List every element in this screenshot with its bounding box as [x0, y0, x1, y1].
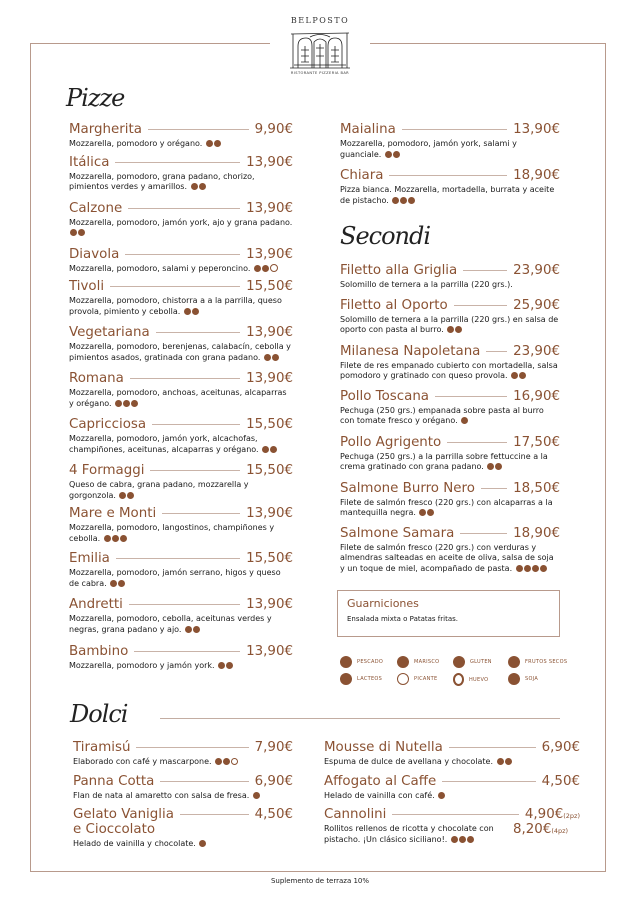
- gluten-allergen-icon: [455, 326, 462, 333]
- lacteos-allergen-icon: [253, 792, 260, 799]
- menu-item: [340, 389, 560, 427]
- item-description: Solomillo de ternera a la parrilla (220 grs.) en salsa de oporto con pasta al burro.: [340, 314, 559, 334]
- item-price: 15,50€: [246, 279, 293, 294]
- menu-item: [73, 774, 293, 802]
- menu-item: [340, 122, 560, 160]
- gluten-allergen-icon: [400, 197, 407, 204]
- frutos-secos-allergen-icon: [408, 197, 415, 204]
- item-description: Solomillo de ternera a la parrilla (220 grs.).: [340, 280, 513, 289]
- shellfish-icon: [397, 656, 409, 668]
- item-price: 23,90€: [513, 343, 560, 359]
- item-name: Affogato al Caffe: [324, 773, 437, 789]
- menu-item: [73, 740, 293, 768]
- legend-picante: PICANTE: [397, 673, 437, 685]
- dotted-leader: [152, 424, 240, 425]
- item-name: Diavola: [69, 246, 120, 262]
- picante-allergen-icon: [270, 264, 278, 272]
- item-price: 17,50€: [513, 434, 560, 450]
- item-price: 13,90€: [246, 325, 293, 340]
- gluten-allergen-icon: [461, 417, 468, 424]
- dotted-leader: [136, 747, 248, 748]
- item-price-4pz: 8,20€: [513, 822, 552, 837]
- lacteos-allergen-icon: [215, 758, 222, 765]
- item-description: Mozzarella, pomodoro, langostinos, champiñones y cebolla.: [69, 523, 275, 543]
- item-name: Tivoli: [69, 279, 105, 294]
- dotted-leader: [156, 332, 240, 333]
- lacteos-allergen-icon: [393, 151, 400, 158]
- item-description: Mozzarella, pomodoro, salami y peperoncino.: [69, 264, 278, 275]
- item-description: Mozzarella, pomodoro y jamón york.: [69, 661, 233, 672]
- item-name: Itálica: [69, 154, 110, 170]
- item-price: 4,90€: [524, 807, 564, 822]
- item-price: 15,50€: [246, 417, 293, 432]
- item-name: Capricciosa: [69, 417, 147, 432]
- gluten-allergen-icon: [118, 580, 125, 587]
- menu-item: [69, 644, 293, 672]
- guarniciones-title: Guarniciones: [347, 597, 419, 610]
- item-description: Mozzarella, pomodoro, jamón york, salami y guanciale.: [340, 139, 517, 159]
- gluten-allergen-icon: [519, 372, 526, 379]
- gluten-allergen-icon: [495, 463, 502, 470]
- price-note: (4pz): [551, 827, 569, 835]
- item-price: 13,90€: [246, 644, 293, 659]
- menu-item: [69, 325, 293, 363]
- dotted-leader: [486, 351, 507, 352]
- lacteos-allergen-icon: [191, 183, 198, 190]
- item-name-line2: e Cioccolato: [73, 822, 156, 837]
- item-price: 13,90€: [246, 246, 293, 262]
- frutos-secos-allergen-icon: [532, 565, 539, 572]
- lacteos-allergen-icon: [467, 836, 474, 843]
- gluten-allergen-icon: [214, 140, 221, 147]
- item-name: Pollo Agrigento: [340, 434, 442, 450]
- dotted-leader: [116, 558, 240, 559]
- item-name: Margherita: [69, 122, 142, 137]
- item-description: Queso de cabra, grana padano, mozzarella y gorgonzola.: [69, 480, 249, 500]
- item-description: Mozzarella, pomodoro, jamón york, ajo y grana padano.: [69, 218, 293, 239]
- dotted-leader: [110, 286, 240, 287]
- lacteos-allergen-icon: [218, 662, 225, 669]
- menu-item: [69, 506, 293, 544]
- pizze-right-column: [340, 122, 560, 214]
- item-description: Mozzarella, pomodoro, anchoas, aceitunas, alcaparras y orégano.: [69, 388, 287, 408]
- item-name: Tiramisú: [73, 740, 131, 755]
- menu-item: [340, 298, 560, 336]
- item-description: Mozzarella, pomodoro, chistorra a a la parrilla, queso provola, pimiento y cebolla.: [69, 296, 282, 316]
- item-price: 6,90€: [541, 740, 580, 755]
- item-price: 9,90€: [254, 122, 293, 137]
- dotted-leader: [148, 129, 249, 130]
- lacteos-allergen-icon: [262, 446, 269, 453]
- item-price: 25,90€: [513, 297, 560, 313]
- legend-huevo: HUEVO: [453, 673, 488, 686]
- section-title-secondi: Secondi: [340, 222, 431, 250]
- item-price: 4,50€: [254, 807, 293, 822]
- dotted-leader: [130, 378, 240, 379]
- menu-item: [69, 551, 293, 589]
- lacteos-allergen-icon: [119, 492, 126, 499]
- lacteos-allergen-icon: [185, 626, 192, 633]
- item-name: Salmone Samara: [340, 525, 455, 541]
- item-name: Romana: [69, 371, 124, 386]
- dolci-divider: [160, 718, 560, 719]
- egg-icon: [453, 673, 464, 686]
- dotted-leader: [454, 305, 507, 306]
- item-price: 15,50€: [246, 463, 293, 478]
- item-description: Pechuga (250 grs.) a la parrilla sobre fettuccine a la crema gratinado con grana padano.: [340, 451, 548, 471]
- item-name: Panna Cotta: [73, 773, 155, 789]
- section-title-pizze: Pizze: [66, 84, 125, 112]
- gluten-allergen-icon: [385, 151, 392, 158]
- gluten-allergen-icon: [272, 354, 279, 361]
- menu-item: [340, 263, 560, 291]
- item-name: Filetto al Oporto: [340, 297, 448, 313]
- dotted-leader: [150, 470, 240, 471]
- item-description: Filete de res empanado cubierto con mortadella, salsa pomodoro y gratinado con queso provola.: [340, 360, 558, 380]
- item-description: Pizza bianca. Mozzarella, mortadella, burrata y aceite de pistacho.: [340, 185, 555, 205]
- guarniciones-text: Ensalada mixta o Patatas fritas.: [347, 615, 458, 623]
- lacteos-allergen-icon: [516, 565, 523, 572]
- item-name: Emilia: [69, 551, 110, 566]
- item-name: Mare e Monti: [69, 506, 157, 521]
- item-name: Calzone: [69, 200, 123, 216]
- item-name: Maialina: [340, 122, 396, 137]
- item-price: 7,90€: [254, 740, 293, 755]
- lacteos-allergen-icon: [392, 197, 399, 204]
- dotted-leader: [463, 270, 507, 271]
- lacteos-allergen-icon: [254, 265, 261, 272]
- pescado-allergen-icon: [427, 509, 434, 516]
- item-name: Pollo Toscana: [340, 388, 430, 404]
- item-price: 18,90€: [513, 525, 560, 541]
- menu-item: [69, 122, 293, 150]
- item-name: Salmone Burro Nero: [340, 480, 475, 496]
- item-description: Elaborado con café y mascarpone.: [73, 757, 238, 768]
- menu-item: [69, 201, 293, 239]
- item-description: Flan de nata al amaretto con salsa de fresa.: [73, 791, 260, 802]
- item-price: 23,90€: [513, 263, 560, 278]
- brand-name: BELPOSTO: [290, 16, 350, 25]
- pescado-allergen-icon: [524, 565, 531, 572]
- item-name: Cannolini: [324, 807, 387, 822]
- item-name: 4 Formaggi: [69, 463, 145, 478]
- dotted-leader: [392, 814, 519, 815]
- menu-item: [69, 247, 293, 275]
- item-description: Mozzarella, pomodoro y orégano.: [69, 139, 221, 150]
- dolci-right-column: [324, 740, 580, 853]
- menu-item: [69, 417, 293, 455]
- lacteos-allergen-icon: [264, 354, 271, 361]
- menu-item: [73, 807, 293, 850]
- item-price: 6,90€: [254, 773, 293, 789]
- item-name: Vegetariana: [69, 325, 150, 340]
- item-price: 18,90€: [513, 168, 560, 183]
- item-description: Mozzarella, pomodoro, jamón serrano, higos y queso de cabra.: [69, 568, 281, 588]
- menu-item: [340, 481, 560, 519]
- lacteos-allergen-icon: [447, 326, 454, 333]
- lacteos-allergen-icon: [438, 792, 445, 799]
- milk-icon: [340, 673, 352, 685]
- brand-subtitle: RISTORANTE PIZZERIA BAR: [290, 71, 350, 75]
- pescado-allergen-icon: [131, 400, 138, 407]
- item-price: 13,90€: [513, 122, 560, 137]
- gluten-allergen-icon: [223, 758, 230, 765]
- dotted-leader: [180, 814, 249, 815]
- gluten-allergen-icon: [270, 446, 277, 453]
- gluten-allergen-icon: [123, 400, 130, 407]
- dotted-leader: [402, 129, 507, 130]
- lacteos-allergen-icon: [511, 372, 518, 379]
- dotted-leader: [160, 781, 248, 782]
- brand-logo: [280, 16, 360, 75]
- pizze-left-column: [69, 122, 293, 680]
- item-name: Chiara: [340, 168, 384, 183]
- menu-item: [69, 155, 293, 193]
- item-description: Helado de vainilla con café.: [324, 791, 445, 802]
- gluten-allergen-icon: [78, 229, 85, 236]
- dotted-leader: [447, 442, 507, 443]
- lacteos-allergen-icon: [487, 463, 494, 470]
- fish-icon: [340, 656, 352, 668]
- lacteos-allergen-icon: [206, 140, 213, 147]
- menu-item: [69, 371, 293, 409]
- dotted-leader: [460, 533, 507, 534]
- item-price: 18,50€: [513, 480, 560, 496]
- menu-item: [69, 279, 293, 317]
- frutos-secos-allergen-icon: [451, 836, 458, 843]
- gluten-allergen-icon: [127, 492, 134, 499]
- wheat-icon: [453, 656, 465, 668]
- gluten-allergen-icon: [192, 308, 199, 315]
- lacteos-allergen-icon: [497, 758, 504, 765]
- legend-soja: SOJA: [508, 673, 538, 685]
- legend-pescado: PESCADO: [340, 656, 383, 668]
- legend-marisco: MARISCO: [397, 656, 439, 668]
- restaurant-facade-icon: [288, 28, 352, 70]
- item-price: 4,50€: [541, 773, 580, 789]
- dotted-leader: [389, 175, 507, 176]
- menu-item: [324, 740, 580, 768]
- item-description: Mozzarella, pomodoro, berenjenas, calabacín, cebolla y pimientos asados, gratinada con grana padano.: [69, 342, 291, 362]
- item-description: Filete de salmón fresco (220 grs.) con alcaparras a la mantequilla negra.: [340, 497, 553, 517]
- item-description: Mozzarella, pomodoro, grana padano, chorizo, pimientos verdes y amarillos.: [69, 171, 255, 191]
- dotted-leader: [125, 254, 240, 255]
- item-description: Helado de vainilla y chocolate.: [73, 839, 206, 850]
- item-name: Gelato Vaniglia: [73, 807, 174, 822]
- huevo-allergen-icon: [231, 758, 238, 765]
- gluten-allergen-icon: [459, 836, 466, 843]
- dotted-leader: [435, 396, 507, 397]
- item-name: Milanesa Napoletana: [340, 343, 481, 359]
- lacteos-allergen-icon: [70, 229, 77, 236]
- item-description: Filete de salmón fresco (220 grs.) con verduras y almendras salteadas en aceite de oliva, salsa de soja y un toque de miel, acompañado de pasta.: [340, 542, 554, 573]
- item-description: Espuma de dulce de avellana y chocolate.: [324, 757, 512, 768]
- legend-frutos-secos: FRUTOS SECOS: [508, 656, 567, 668]
- lacteos-allergen-icon: [419, 509, 426, 516]
- item-name: Bambino: [69, 644, 129, 659]
- soy-icon: [508, 673, 520, 685]
- guarniciones-box: [337, 590, 560, 637]
- item-price: 13,90€: [246, 506, 293, 521]
- gluten-allergen-icon: [226, 662, 233, 669]
- dotted-leader: [481, 488, 507, 489]
- item-price: 13,90€: [246, 200, 293, 216]
- menu-item: [340, 435, 560, 473]
- item-name: Andretti: [69, 597, 123, 612]
- item-price: 15,50€: [246, 551, 293, 566]
- dotted-leader: [128, 208, 240, 209]
- gluten-allergen-icon: [112, 535, 119, 542]
- gluten-allergen-icon: [199, 183, 206, 190]
- item-name: Filetto alla Griglia: [340, 263, 458, 278]
- legend-lacteos: LACTEOS: [340, 673, 382, 685]
- menu-item: [69, 597, 293, 635]
- item-description: Mozzarella, pomodoro, jamón york, alcachofas, champiñones, aceitunas, alcaparras y orégano.: [69, 434, 293, 455]
- dolci-left-column: [73, 740, 293, 858]
- menu-item: [324, 774, 580, 802]
- lacteos-allergen-icon: [110, 580, 117, 587]
- dotted-leader: [449, 747, 536, 748]
- dotted-leader: [442, 781, 535, 782]
- item-description: Pechuga (250 grs.) empanada sobre pasta al burro con tomate fresco y orégano.: [340, 405, 544, 425]
- lacteos-allergen-icon: [104, 535, 111, 542]
- marisco-allergen-icon: [120, 535, 127, 542]
- menu-item: [340, 526, 560, 575]
- item-description: Mozzarella, pomodoro, cebolla, aceitunas verdes y negras, grana padano y ajo.: [69, 614, 272, 634]
- menu-item: [340, 168, 560, 206]
- item-price: 13,90€: [246, 597, 293, 612]
- frutos-secos-allergen-icon: [505, 758, 512, 765]
- secondi-column: [340, 263, 560, 582]
- legend-gluten: GLUTEN: [453, 656, 492, 668]
- gluten-allergen-icon: [540, 565, 547, 572]
- item-price: 13,90€: [246, 371, 293, 386]
- lacteos-allergen-icon: [115, 400, 122, 407]
- dotted-leader: [129, 604, 240, 605]
- dotted-leader: [115, 162, 240, 163]
- menu-item: [69, 463, 293, 501]
- lacteos-allergen-icon: [199, 840, 206, 847]
- item-description: Rollitos rellenos de ricotta y chocolate con pistacho. ¡Un clásico siciliano!.: [324, 824, 494, 844]
- menu-item: [340, 344, 560, 382]
- item-price: 16,90€: [513, 388, 560, 404]
- dotted-leader: [162, 513, 240, 514]
- section-title-dolci: Dolci: [70, 700, 128, 728]
- lacteos-allergen-icon: [184, 308, 191, 315]
- gluten-allergen-icon: [193, 626, 200, 633]
- chili-icon: [397, 673, 409, 685]
- item-name: Mousse di Nutella: [324, 740, 443, 755]
- price-note: (2pz): [563, 812, 580, 820]
- menu-item: [324, 807, 580, 845]
- dotted-leader: [134, 651, 240, 652]
- gluten-allergen-icon: [262, 265, 269, 272]
- terrace-surcharge-note: Suplemento de terraza 10%: [270, 877, 370, 885]
- item-price: 13,90€: [246, 154, 293, 170]
- nuts-icon: [508, 656, 520, 668]
